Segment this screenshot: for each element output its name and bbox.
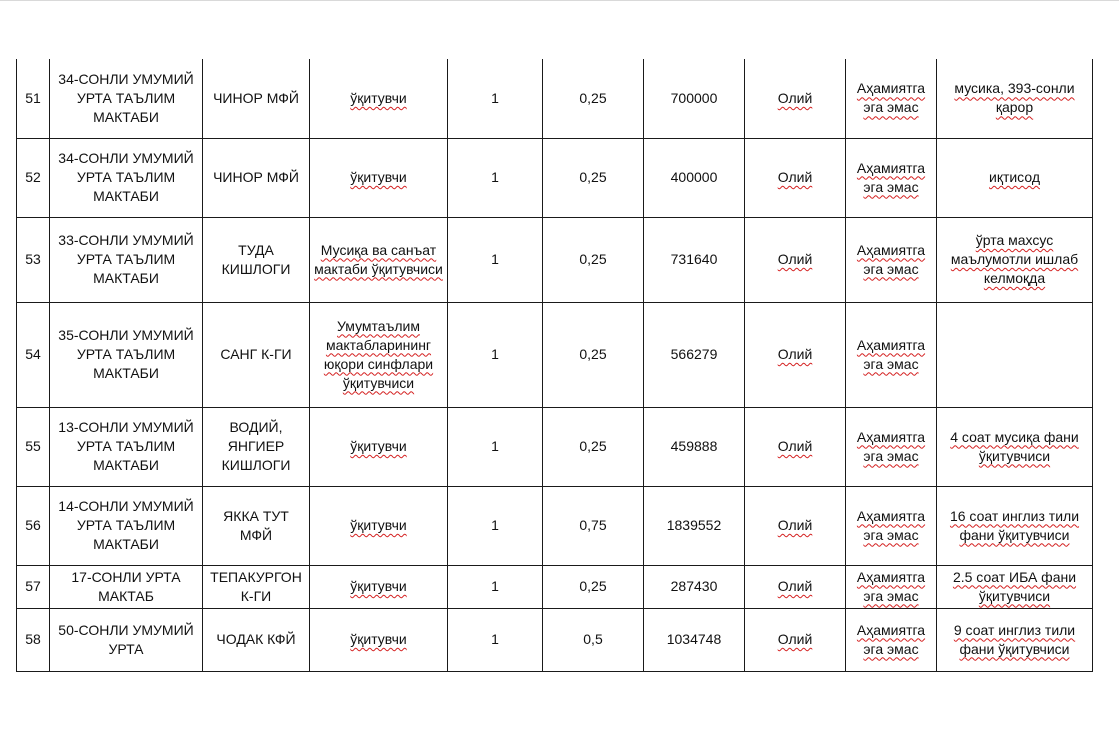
location: ЯККА ТУТ МФЙ <box>203 486 310 565</box>
table-row <box>17 407 1093 486</box>
rate: 0,25 <box>543 138 644 217</box>
table-row <box>17 486 1093 565</box>
education: Олий <box>745 217 846 302</box>
note: иқтисод <box>937 138 1093 217</box>
note: 16 соат инглиз тили фани ўқитувчиси <box>937 486 1093 565</box>
rate: 0,25 <box>543 407 644 486</box>
disability-requirement: Аҳамиятга эга эмас <box>846 217 937 302</box>
salary: 1034748 <box>644 608 745 671</box>
school-name: 14-СОНЛИ УМУМИЙ УРТА ТАЪЛИМ МАКТАБИ <box>50 486 203 565</box>
location: ТУДА КИШЛОГИ <box>203 217 310 302</box>
disability-requirement: Аҳамиятга эга эмас <box>846 486 937 565</box>
school-name: 13-СОНЛИ УМУМИЙ УРТА ТАЪЛИМ МАКТАБИ <box>50 407 203 486</box>
page-top-border <box>0 0 1119 1</box>
disability-requirement: Аҳамиятга эга эмас <box>846 302 937 407</box>
rate: 0,25 <box>543 302 644 407</box>
disability-requirement: Аҳамиятга эга эмас <box>846 138 937 217</box>
row-number: 54 <box>17 302 50 407</box>
school-name: 34-СОНЛИ УМУМИЙ УРТА ТАЪЛИМ МАКТАБИ <box>50 59 203 138</box>
education: Олий <box>745 565 846 608</box>
position: ўқитувчи <box>310 608 448 671</box>
school-name: 17-СОНЛИ УРТА МАКТАБ <box>50 565 203 608</box>
location: ВОДИЙ, ЯНГИЕР КИШЛОГИ <box>203 407 310 486</box>
row-number: 57 <box>17 565 50 608</box>
education: Олий <box>745 608 846 671</box>
count: 1 <box>448 59 543 138</box>
education: Олий <box>745 407 846 486</box>
rate: 0,25 <box>543 217 644 302</box>
table-row <box>17 138 1093 217</box>
vacancy-table <box>16 59 1093 672</box>
rate: 0,75 <box>543 486 644 565</box>
school-name: 50-СОНЛИ УМУМИЙ УРТА <box>50 608 203 671</box>
row-number: 52 <box>17 138 50 217</box>
education: Олий <box>745 302 846 407</box>
location: ЧИНОР МФЙ <box>203 138 310 217</box>
note: 9 соат инглиз тили фани ўқитувчиси <box>937 608 1093 671</box>
rate: 0,5 <box>543 608 644 671</box>
count: 1 <box>448 486 543 565</box>
position: Мусиқа ва санъат мактаби ўқитувчиси <box>310 217 448 302</box>
education: Олий <box>745 486 846 565</box>
position: Умумтаълим мактабларининг юқори синфлари ўқитувчиси <box>310 302 448 407</box>
rate: 0,25 <box>543 59 644 138</box>
row-number: 56 <box>17 486 50 565</box>
disability-requirement: Аҳамиятга эга эмас <box>846 608 937 671</box>
salary: 1839552 <box>644 486 745 565</box>
table-row <box>17 302 1093 407</box>
position: ўқитувчи <box>310 565 448 608</box>
salary: 700000 <box>644 59 745 138</box>
note: 4 соат мусиқа фани ўқитувчиси <box>937 407 1093 486</box>
position: ўқитувчи <box>310 407 448 486</box>
salary: 566279 <box>644 302 745 407</box>
position: ўқитувчи <box>310 138 448 217</box>
school-name: 35-СОНЛИ УМУМИЙ УРТА ТАЪЛИМ МАКТАБИ <box>50 302 203 407</box>
row-number: 55 <box>17 407 50 486</box>
salary: 459888 <box>644 407 745 486</box>
salary: 287430 <box>644 565 745 608</box>
location: ЧОДАК КФЙ <box>203 608 310 671</box>
rate: 0,25 <box>543 565 644 608</box>
salary: 731640 <box>644 217 745 302</box>
row-number: 53 <box>17 217 50 302</box>
row-number: 58 <box>17 608 50 671</box>
note: 2.5 соат ИБА фани ўқитувчиси <box>937 565 1093 608</box>
row-number: 51 <box>17 59 50 138</box>
table-row <box>17 217 1093 302</box>
count: 1 <box>448 565 543 608</box>
school-name: 34-СОНЛИ УМУМИЙ УРТА ТАЪЛИМ МАКТАБИ <box>50 138 203 217</box>
count: 1 <box>448 138 543 217</box>
note: ўрта махсус маълумотли ишлаб келмоқда <box>937 217 1093 302</box>
school-name: 33-СОНЛИ УМУМИЙ УРТА ТАЪЛИМ МАКТАБИ <box>50 217 203 302</box>
note <box>937 302 1093 407</box>
table-row <box>17 59 1093 138</box>
salary: 400000 <box>644 138 745 217</box>
count: 1 <box>448 302 543 407</box>
location: ТЕПАКУРГОН К-ГИ <box>203 565 310 608</box>
position: ўқитувчи <box>310 59 448 138</box>
count: 1 <box>448 217 543 302</box>
table-row <box>17 608 1093 671</box>
education: Олий <box>745 59 846 138</box>
location: САНГ К-ГИ <box>203 302 310 407</box>
count: 1 <box>448 608 543 671</box>
disability-requirement: Аҳамиятга эга эмас <box>846 407 937 486</box>
position: ўқитувчи <box>310 486 448 565</box>
table-row <box>17 565 1093 608</box>
education: Олий <box>745 138 846 217</box>
note: мусика, 393-сонли қарор <box>937 59 1093 138</box>
count: 1 <box>448 407 543 486</box>
disability-requirement: Аҳамиятга эга эмас <box>846 565 937 608</box>
location: ЧИНОР МФЙ <box>203 59 310 138</box>
disability-requirement: Аҳамиятга эга эмас <box>846 59 937 138</box>
